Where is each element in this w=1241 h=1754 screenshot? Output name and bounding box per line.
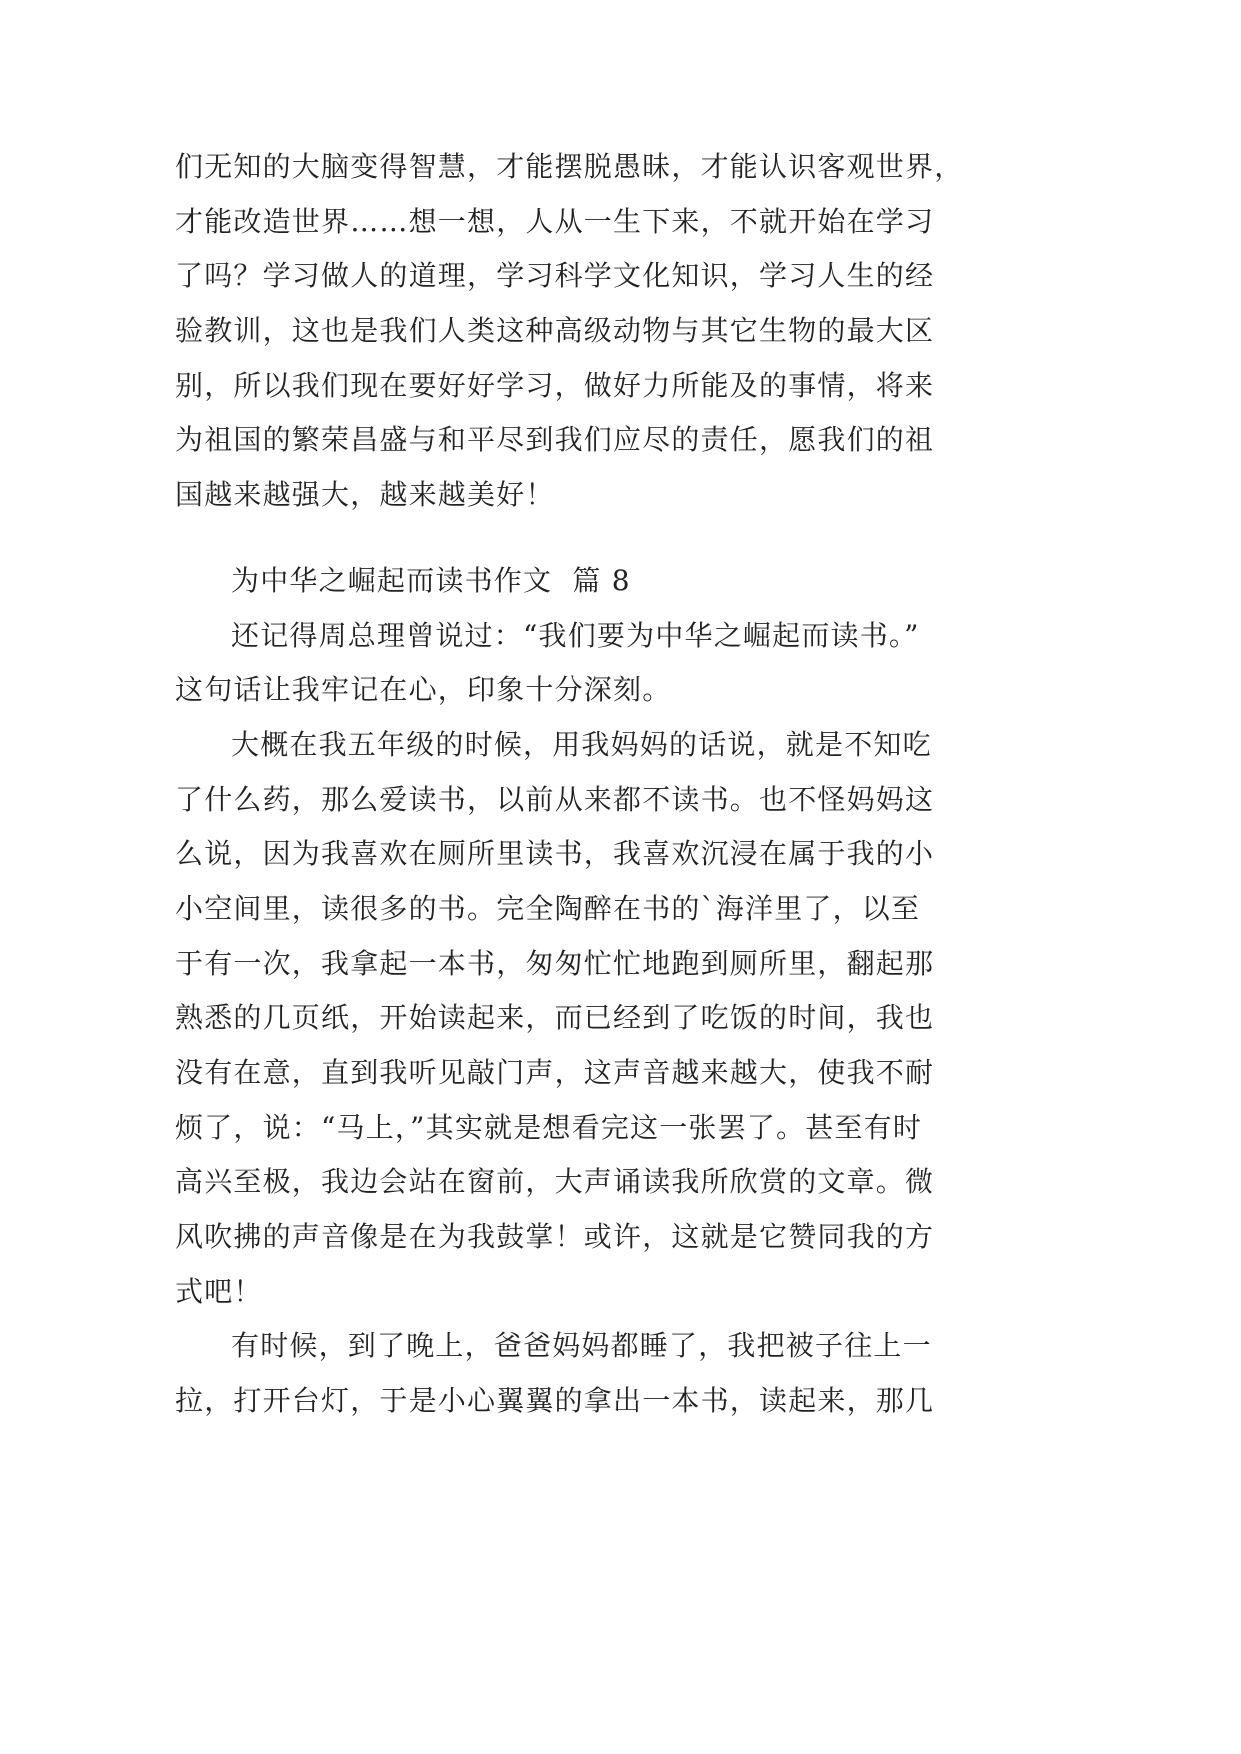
text-line: 才能改造世界……想一想，人从一生下来，不就开始在学习 [175, 204, 935, 238]
text-line: 还记得周总理曾说过：“我们要为中华之崛起而读书。” [231, 618, 920, 652]
text-line: 这句话让我牢记在心，印象十分深刻。 [175, 673, 672, 707]
document-page [175, 140, 975, 1429]
text-line: 大概在我五年级的时候，用我妈妈的话说，就是不知吃 [231, 727, 932, 761]
text-line: 有时候，到了晚上，爸爸妈妈都睡了，我把被子往上一 [231, 1329, 932, 1363]
text-line: 拉，打开台灯，于是小心翼翼的拿出一本书，读起来，那几 [175, 1384, 935, 1418]
text-line: 为祖国的繁荣昌盛与和平尽到我们应尽的责任，愿我们的祖 [175, 423, 935, 457]
section-heading: 为中华之崛起而读书作文 篇 8 [231, 563, 631, 597]
text-line: 了吗？学习做人的道理，学习科学文化知识，学习人生的经 [175, 259, 935, 293]
text-line: 熟悉的几页纸，开始读起来，而已经到了吃饭的时间，我也 [175, 1001, 935, 1035]
text-line: 于有一次，我拿起一本书，匆匆忙忙地跑到厕所里，翻起那 [175, 946, 935, 980]
text-line: 没有在意，直到我听见敲门声，这声音越来越大，使我不耐 [175, 1056, 935, 1089]
text-line: 国越来越强大，越来越美好！ [175, 478, 555, 512]
text-line: 了什么药，那么爱读书，以前从来都不读书。也不怪妈妈这 [175, 782, 935, 816]
text-line: 别，所以我们现在要好好学习，做好力所能及的事情，将来 [175, 368, 935, 402]
intro-paragraph [175, 140, 975, 523]
text-line: 风吹拂的声音像是在为我鼓掌！或许，这就是它赞同我的方 [175, 1220, 935, 1254]
text-line: 们无知的大脑变得智慧，才能摆脱愚昧，才能认识客观世界， [175, 150, 964, 183]
paragraph [175, 1319, 975, 1428]
text-line: 小空间里，读很多的书。完全陶醉在书的`海洋里了，以至 [175, 891, 921, 925]
text-line: 式吧！ [175, 1274, 263, 1308]
text-line: 验教训，这也是我们人类这种高级动物与其它生物的最大区 [175, 314, 935, 348]
text-line: 么说，因为我喜欢在厕所里读书，我喜欢沉浸在属于我的小 [175, 837, 935, 871]
text-line: 烦了，说：“马上，”其实就是想看完这一张罢了。甚至有时 [175, 1110, 923, 1144]
paragraph [175, 609, 975, 718]
text-line: 高兴至极，我边会站在窗前，大声诵读我所欣赏的文章。微 [175, 1165, 935, 1199]
paragraph [175, 718, 975, 1320]
